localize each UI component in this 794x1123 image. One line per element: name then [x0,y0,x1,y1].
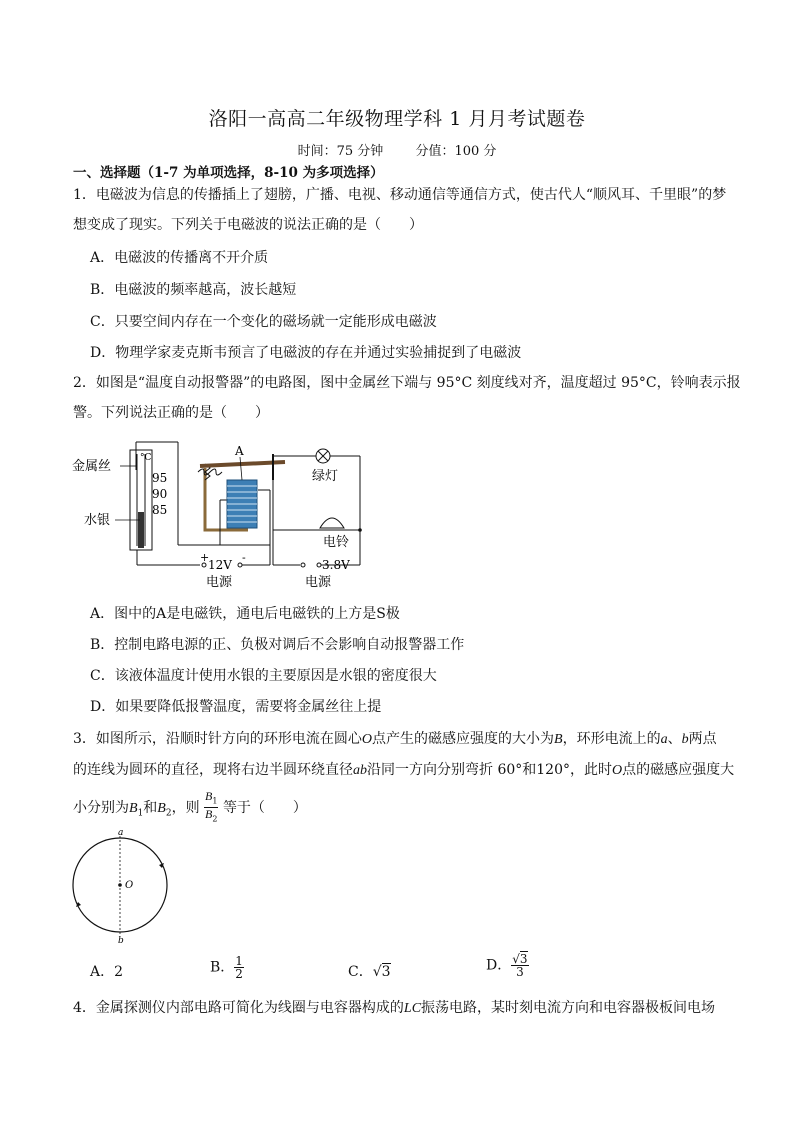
alarm-circuit-figure [70,440,380,594]
sqrt-symbol: √ [372,964,382,980]
section-heading: 一、选择题（1-7 为单项选择，8-10 为多项选择） [73,165,384,181]
q1-option-b: B．电磁波的频率越高，波长越短 [90,282,297,298]
green-light-label: 绿灯 [312,469,339,484]
q2-option-c: C．该液体温度计使用水银的主要原因是水银的密度很大 [90,668,437,684]
tick-90: 90 [152,487,168,501]
mercury-label: 水银 [84,513,111,528]
q2-line1: 2．如图是“温度自动报警器”的电路图，图中金属丝下端与 95°C 刻度线对齐，温度超过 95°C，铃响表示报 [73,375,741,391]
exam-info [0,140,794,159]
time-label: 时间：75 分钟 [297,144,384,159]
q2-option-d: D．如果要降低报警温度，需要将金属丝往上提 [90,699,382,715]
score-label: 分值：100 分 [415,144,497,159]
q3-option-c: C．√3 [348,964,391,980]
q1-line1: 1．电磁波为信息的传播插上了翅膀，广播、电视、移动通信等通信方式，使古代人“顺风耳、千里眼”的梦 [73,187,727,203]
minus-sign: - [242,551,246,564]
tick-95: 95 [152,471,168,485]
metal-wire-label: 金属丝 [72,459,112,474]
q2-line2: 警。下列说法正确的是（ ） [73,405,269,421]
exam-title: 洛阳一高高二年级物理学科 1 月月考试题卷 [208,108,586,130]
point-b-label: b [118,936,124,946]
sqrt-symbol: √ [512,952,520,966]
q2-option-a: A．图中的A是电磁铁，通电后电磁铁的上方是S极 [90,606,400,622]
voltage-3-8v: 3.8V [322,558,350,572]
ring-current-figure [68,828,178,952]
q3-line2: 的连线为圆环的直径，现将右边半圆环绕直径ab沿同一方向分别弯折 60°和120°，此时O点的磁感应强度大 [73,762,735,778]
bell-label: 电铃 [323,535,350,550]
electromagnet-label-a: A [235,444,244,458]
celsius-unit: °C [140,453,152,463]
q3-option-b: B． $\frac{1}{2}$ [210,954,243,981]
plus-sign: + [200,551,210,564]
q4-line1: 4．金属探测仪内部电路可简化为线圈与电容器构成的LC振荡电路，某时刻电流方向和电容器极板间电场 [73,1000,716,1016]
q3-line3: 小分别为$B_1$和$B_2$，则 $\frac{B_1}{B_2}$ 等于（ ） [73,789,307,824]
power-source-label-1: 电源 [206,575,233,590]
q3-line1: 3．如图所示，沿顺时针方向的环形电流在圆心O点产生的磁感应强度的大小为B，环形电流上的a、b两点 [73,731,717,747]
center-o-label: O [125,880,134,891]
q3-option-d: D． $\frac{√3}{3}$ [486,952,528,979]
q2-option-b: B．控制电路电源的正、负极对调后不会影响自动报警器工作 [90,637,465,653]
q1-line2: 想变成了现实。下列关于电磁波的说法正确的是（ ） [73,217,423,233]
q3-option-a: A．2 [90,964,124,980]
q1-option-d: D．物理学家麦克斯韦预言了电磁波的存在并通过实验捕捉到了电磁波 [90,345,522,361]
power-source-label-2: 电源 [305,575,332,590]
point-a-label: a [118,828,124,838]
q1-option-a: A．电磁波的传播离不开介质 [90,250,269,266]
q1-option-c: C．只要空间内存在一个变化的磁场就一定能形成电磁波 [90,314,437,330]
tick-85: 85 [152,503,168,517]
voltage-12v: 12V [208,558,232,572]
ratio-fraction: $\frac{B_1}{B_2}$ [205,789,218,824]
